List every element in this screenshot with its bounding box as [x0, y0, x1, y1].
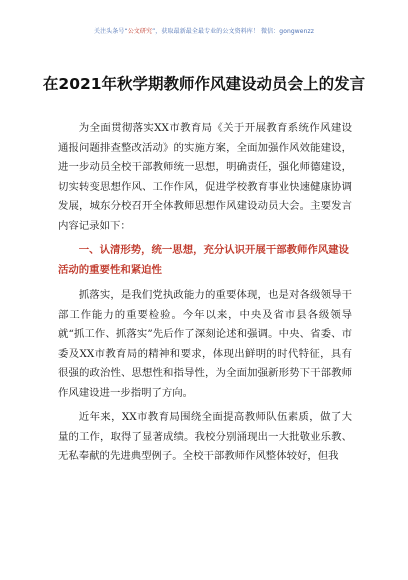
banner-brand: 公文研究	[127, 28, 153, 35]
body-paragraph-2: 近年来，XX市教育局围绕全面提高教师队伍素质，做了大量的工作，取得了显著成绩。我校分别涌现出一大批敬业乐教、无私奉献的先进典型例子。全校干部教师作风整体较好，但我	[58, 411, 352, 462]
document-title: 在2021年秋学期教师作风建设动员会上的发言	[42, 75, 366, 93]
banner-suffix: ”，获取最新最全最专业的公文资料库！ 微信：gongwenzz	[152, 28, 315, 35]
banner-prefix: 关注头条号“	[93, 28, 128, 35]
section-heading-1: 一、认清形势，统一思想，充分认识开展干部教师作风建设活动的重要性和紧迫性	[58, 244, 349, 276]
document-body	[58, 119, 352, 467]
body-paragraph-1: 抓落实，是我们党执政能力的重要体现，也是对各级领导干部工作能力的重要检验。今年以来，中央及省市县各级领导就“抓工作、抓落实”先后作了深刻论述和强调。中央、省委、市委及XX市教育局的精神和要求，体现出鲜明的时代特征，具有很强的政治性、思想性和指导性，为全面加强新形势下干部教师作风建设进一步指明了方向。	[58, 289, 352, 399]
header-banner	[0, 26, 408, 35]
intro-paragraph: 为全面贯彻落实XX市教育局《关于开展教育系统作风建设通报问题排查整改活动》的实施方案，全面加强作风效能建设，进一步动员全校干部教师统一思想，明确责任，强化师德建设，切实转变思想作风、工作作风，促进学校教育事业快速健康协调发展，城东分校召开全体教师思想作风建设动员大会。主要发言内容记录如下：	[58, 122, 352, 232]
